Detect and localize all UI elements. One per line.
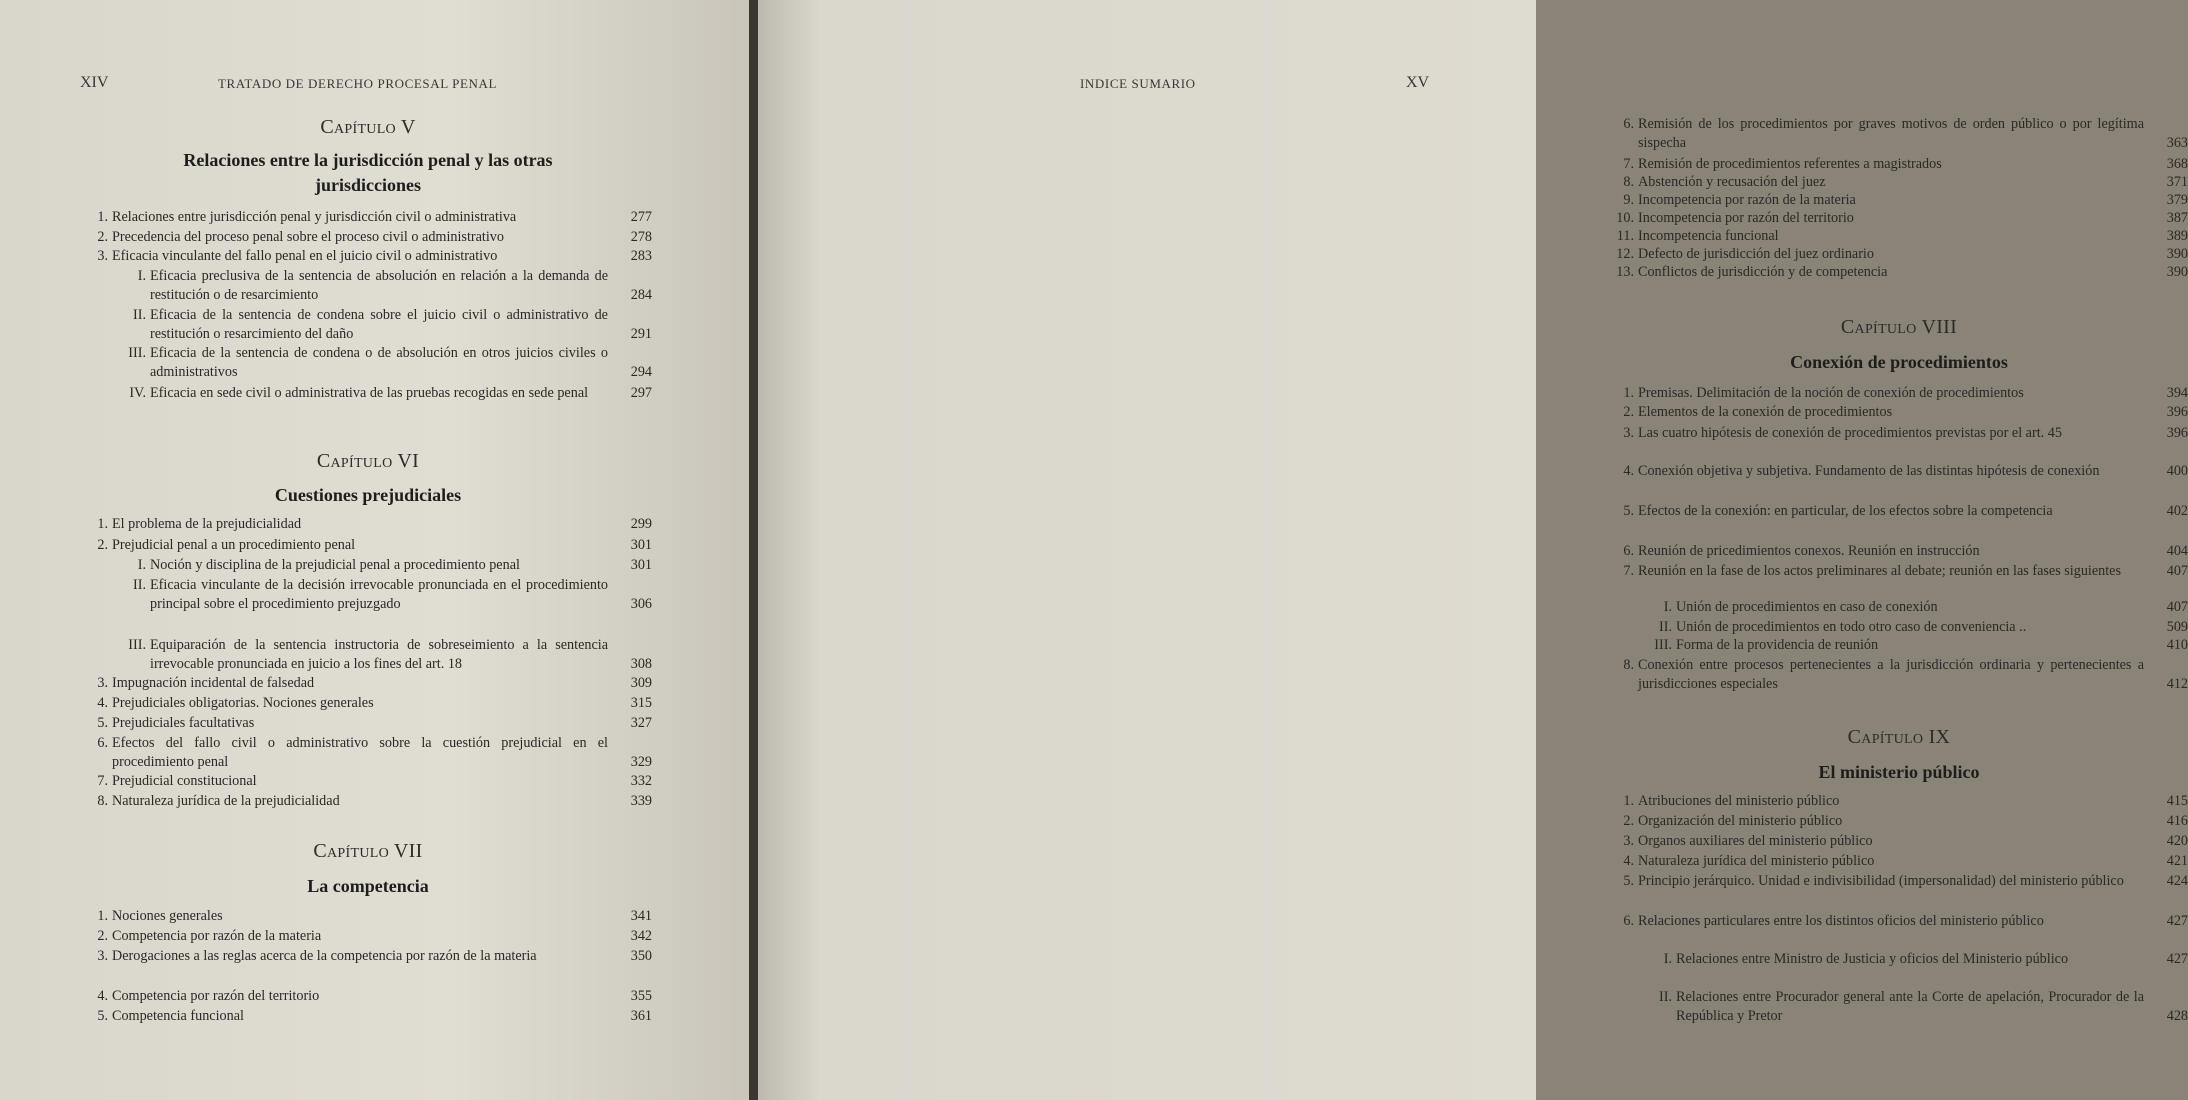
toc-entry xyxy=(1610,950,2188,969)
toc-entry xyxy=(84,556,652,575)
entry-number: 2. xyxy=(1623,404,1634,420)
entry-title: Eficacia vinculante de la decisión irrevocable pronunciada en el procedimiento principal sobre el procedimiento prejuzgado xyxy=(150,577,608,612)
entry-title: Relaciones particulares entre los distintos oficios del ministerio público xyxy=(1638,913,2044,929)
entry-title: Defecto de jurisdicción del juez ordinario xyxy=(1638,246,1874,262)
entry-page: 379 xyxy=(2166,192,2188,208)
entry-page: 350 xyxy=(630,948,652,964)
chapter-label: Capítulo VII xyxy=(313,840,423,862)
entry-page: 308 xyxy=(630,656,652,672)
toc-entry xyxy=(1610,263,2188,282)
toc-entry xyxy=(1610,115,2188,153)
entry-number: II. xyxy=(1659,989,1672,1005)
toc-entry xyxy=(84,987,652,1006)
entry-number: I. xyxy=(1663,951,1672,967)
toc-entry xyxy=(1610,462,2188,481)
entry-page: 421 xyxy=(2166,853,2188,869)
toc-entry xyxy=(1610,542,2188,561)
entry-number: 10. xyxy=(1616,210,1634,226)
entry-page: 396 xyxy=(2166,404,2188,420)
entry-number: 1. xyxy=(97,209,108,225)
entry-page: 299 xyxy=(630,516,652,532)
entry-title: Incompetencia funcional xyxy=(1638,228,1779,244)
entry-number: III. xyxy=(128,637,146,653)
entry-number: I. xyxy=(1663,599,1672,615)
entry-page: 420 xyxy=(2166,833,2188,849)
toc-entry xyxy=(1610,812,2188,831)
entry-number: II. xyxy=(133,307,146,323)
entry-title: Unión de procedimientos en todo otro caso de conveniencia .. xyxy=(1676,619,2027,635)
entry-number: 6. xyxy=(97,735,108,751)
entry-title: Unión de procedimientos en caso de conexión xyxy=(1676,599,1938,615)
entry-title: Eficacia en sede civil o administrativa de las pruebas recogidas en sede penal xyxy=(150,385,589,401)
toc-entry xyxy=(84,927,652,946)
left-page xyxy=(0,0,752,1100)
entry-number: I. xyxy=(137,557,146,573)
entry-number: III. xyxy=(128,345,146,361)
entry-number: 13. xyxy=(1616,264,1634,280)
entry-page: 407 xyxy=(2166,599,2188,615)
entry-page: 284 xyxy=(630,287,652,303)
entry-title: Eficacia preclusiva de la sentencia de absolución en relación a la demanda de restitución o de resarcimiento xyxy=(150,268,608,303)
entry-title: Reunión de pricedimientos conexos. Reunión en instrucción xyxy=(1638,543,1980,559)
toc-entry xyxy=(1610,598,2188,617)
entry-title: Incompetencia por razón del territorio xyxy=(1638,210,1854,226)
entry-page: 361 xyxy=(630,1008,652,1024)
page-number: XV xyxy=(1406,74,1430,91)
chapter-title: La competencia xyxy=(307,876,429,896)
entry-page: 283 xyxy=(630,248,652,264)
entry-number: 9. xyxy=(1623,192,1634,208)
entry-title: Abstención y recusación del juez xyxy=(1638,174,1826,190)
entry-title: Naturaleza jurídica de la prejudicialidad xyxy=(112,793,340,809)
entry-number: 11. xyxy=(1616,228,1634,244)
entry-number: 5. xyxy=(97,715,108,731)
toc-entry xyxy=(1610,636,2188,655)
toc-entry xyxy=(1610,656,2188,694)
entry-number: 2. xyxy=(1623,813,1634,829)
entry-number: 4. xyxy=(97,988,108,1004)
entry-number: 1. xyxy=(1623,793,1634,809)
entry-page: 390 xyxy=(2166,246,2188,262)
entry-title: Elementos de la conexión de procedimientos xyxy=(1638,404,1893,420)
toc-entry xyxy=(1610,227,2188,246)
entry-number: 4. xyxy=(97,695,108,711)
entry-title: Relaciones entre Procurador general ante la Corte de apelación, Procurador de la República y Pretor xyxy=(1676,989,2144,1024)
toc-entry xyxy=(84,267,652,305)
toc-entry xyxy=(1610,245,2188,264)
entry-number: 5. xyxy=(1623,873,1634,889)
entry-page: 407 xyxy=(2166,563,2188,579)
entry-number: 2. xyxy=(97,928,108,944)
entry-title: Competencia por razón del territorio xyxy=(112,988,320,1004)
entry-title: Relaciones entre jurisdicción penal y jurisdicción civil o administrativa xyxy=(112,209,517,225)
chapter-label: Capítulo IX xyxy=(1847,726,1951,748)
toc-entry xyxy=(1610,155,2188,174)
entry-title: Organos auxiliares del ministerio público xyxy=(1638,833,1873,849)
entry-title: Forma de la providencia de reunión xyxy=(1676,637,1879,653)
entry-page: 416 xyxy=(2166,813,2188,829)
entry-title: Competencia funcional xyxy=(112,1008,244,1024)
toc-entry xyxy=(84,576,652,614)
toc-entry xyxy=(1610,191,2188,210)
toc-entry xyxy=(84,734,652,772)
entry-number: 6. xyxy=(1623,913,1634,929)
entry-number: 1. xyxy=(97,908,108,924)
entry-page: 368 xyxy=(2166,156,2188,172)
toc-entry xyxy=(1610,403,2188,422)
entry-number: 12. xyxy=(1616,246,1634,262)
entry-page: 291 xyxy=(630,326,652,342)
entry-page: 306 xyxy=(630,596,652,612)
entry-title: Nociones generales xyxy=(112,908,223,924)
entry-number: 7. xyxy=(97,773,108,789)
toc-entry xyxy=(1610,618,2188,637)
toc-entry xyxy=(84,772,652,791)
toc-entry xyxy=(1610,852,2188,871)
entry-page: 371 xyxy=(2166,174,2188,190)
entry-page: 315 xyxy=(630,695,652,711)
entry-number: 7. xyxy=(1623,156,1634,172)
toc-entry xyxy=(84,674,652,693)
entry-number: 4. xyxy=(1623,853,1634,869)
entry-title: Incompetencia por razón de la materia xyxy=(1638,192,1856,208)
entry-page: 339 xyxy=(630,793,652,809)
entry-title: Competencia por razón de la materia xyxy=(112,928,322,944)
entry-page: 400 xyxy=(2166,463,2188,479)
toc-entry xyxy=(84,792,652,811)
chapter-title: Cuestiones prejudiciales xyxy=(274,485,462,505)
entry-number: III. xyxy=(1654,637,1672,653)
entry-page: 301 xyxy=(630,537,652,553)
chapter-label: Capítulo VIII xyxy=(1840,316,1958,338)
entry-number: 8. xyxy=(97,793,108,809)
entry-page: 301 xyxy=(630,557,652,573)
entry-page: 427 xyxy=(2166,951,2188,967)
toc-entry xyxy=(1610,792,2188,811)
entry-page: 342 xyxy=(630,928,652,944)
entry-title: Prejudiciales obligatorias. Nociones generales xyxy=(112,695,374,711)
toc-entry xyxy=(1610,562,2188,581)
entry-number: 3. xyxy=(97,248,108,264)
entry-page: 394 xyxy=(2166,385,2188,401)
chapter-title: Conexión de procedimientos xyxy=(1790,352,2008,372)
chapter-label: Capítulo VI xyxy=(316,450,420,472)
entry-page: 294 xyxy=(630,364,652,380)
toc-entry xyxy=(84,384,652,403)
running-head: INDICE SUMARIO xyxy=(1080,76,1196,91)
toc-entry xyxy=(1610,502,2188,521)
entry-number: 6. xyxy=(1623,543,1634,559)
entry-page: 332 xyxy=(630,773,652,789)
entry-title: Atribuciones del ministerio público xyxy=(1638,793,1840,809)
toc-entry xyxy=(84,714,652,733)
entry-title: Remisión de los procedimientos por graves motivos de orden público o por legítima sispecha xyxy=(1638,116,2144,151)
entry-number: IV. xyxy=(129,385,146,401)
toc-entry xyxy=(1610,173,2188,192)
entry-title: Prejudicial constitucional xyxy=(112,773,257,789)
entry-title: Eficacia de la sentencia de condena sobre el juicio civil o administrativo de restitución o resarcimiento del daño xyxy=(150,307,608,342)
toc-entry xyxy=(84,228,652,247)
entry-page: 278 xyxy=(630,229,652,245)
entry-page: 424 xyxy=(2166,873,2188,889)
entry-page: 329 xyxy=(630,754,652,770)
entry-title: Impugnación incidental de falsedad xyxy=(112,675,315,691)
entry-page: 402 xyxy=(2166,503,2188,519)
entry-number: 5. xyxy=(97,1008,108,1024)
entry-page: 412 xyxy=(2166,676,2188,692)
toc-entry xyxy=(84,1007,652,1026)
entry-number: 3. xyxy=(97,948,108,964)
running-head: TRATADO DE DERECHO PROCESAL PENAL xyxy=(218,76,498,91)
entry-number: 3. xyxy=(97,675,108,691)
chapter-title: Relaciones entre la jurisdicción penal y las otras jurisdicciones xyxy=(183,150,553,195)
entry-title: Eficacia de la sentencia de condena o de absolución en otros juicios civiles o administrativos xyxy=(150,345,608,380)
entry-title: Derogaciones a las reglas acerca de la competencia por razón de la materia xyxy=(112,948,537,964)
entry-title: Naturaleza jurídica del ministerio público xyxy=(1638,853,1875,869)
entry-title: Relaciones entre Ministro de Justicia y oficios del Ministerio público xyxy=(1676,951,2069,967)
entry-title: Remisión de procedimientos referentes a magistrados xyxy=(1638,156,1942,172)
entry-page: 427 xyxy=(2166,913,2188,929)
toc-entry xyxy=(84,947,652,966)
entry-number: 2. xyxy=(97,229,108,245)
entry-title: Conexión entre procesos pertenecientes a la jurisdicción ordinaria y pertenecientes a jurisdicciones especiales xyxy=(1638,657,2144,692)
entry-number: 3. xyxy=(1623,833,1634,849)
toc-entry xyxy=(84,208,652,227)
entry-page: 410 xyxy=(2166,637,2188,653)
entry-page: 363 xyxy=(2166,135,2188,151)
entry-title: Premisas. Delimitación de la noción de conexión de procedimientos xyxy=(1638,385,2024,401)
entry-title: Precedencia del proceso penal sobre el proceso civil o administrativo xyxy=(112,229,504,245)
entry-page: 327 xyxy=(630,715,652,731)
toc-entry xyxy=(84,636,652,674)
toc-entry xyxy=(1610,832,2188,851)
entry-title: Efectos del fallo civil o administrativo sobre la cuestión prejudicial en el procedimiento penal xyxy=(112,735,608,770)
entry-title: Prejudicial penal a un procedimiento penal xyxy=(112,537,356,553)
toc-entry xyxy=(1610,988,2188,1026)
page-number: XIV xyxy=(80,74,109,91)
entry-number: 1. xyxy=(1623,385,1634,401)
chapter-label: Capítulo V xyxy=(320,116,416,138)
entry-number: 1. xyxy=(97,516,108,532)
entry-number: 8. xyxy=(1623,657,1634,673)
entry-page: 277 xyxy=(630,209,652,225)
entry-title: Prejudiciales facultativas xyxy=(112,715,255,731)
entry-title: Equiparación de la sentencia instructoria de sobreseimiento a la sentencia irrevocable pronunciada en juicio a los fines del art. 18 xyxy=(150,637,608,672)
entry-title: Principio jerárquico. Unidad e indivisibilidad (impersonalidad) del ministerio público xyxy=(1638,873,2124,889)
entry-number: 3. xyxy=(1623,425,1634,441)
entry-page: 389 xyxy=(2166,228,2188,244)
entry-title: Efectos de la conexión: en particular, de los efectos sobre la competencia xyxy=(1638,503,2053,519)
entry-page: 428 xyxy=(2166,1008,2188,1024)
toc-entry xyxy=(84,907,652,926)
entry-title: Organización del ministerio público xyxy=(1638,813,1843,829)
entry-number: 6. xyxy=(1623,116,1634,132)
entry-page: 415 xyxy=(2166,793,2188,809)
entry-title: Eficacia vinculante del fallo penal en el juicio civil o administrativo xyxy=(112,248,498,264)
entry-page: 509 xyxy=(2166,619,2188,635)
entry-title: Conexión objetiva y subjetiva. Fundamento de las distintas hipótesis de conexión xyxy=(1638,463,2100,479)
entry-page: 297 xyxy=(630,385,652,401)
entry-page: 355 xyxy=(630,988,652,1004)
entry-page: 390 xyxy=(2166,264,2188,280)
entry-title: El problema de la prejudicialidad xyxy=(112,516,302,532)
entry-number: 8. xyxy=(1623,174,1634,190)
toc-entry xyxy=(84,344,652,382)
entry-title: Las cuatro hipótesis de conexión de procedimientos previstas por el art. 45 xyxy=(1638,425,2062,441)
entry-page: 404 xyxy=(2166,543,2188,559)
chapter-title: El ministerio público xyxy=(1818,762,1980,782)
entry-page: 309 xyxy=(630,675,652,691)
entry-number: II. xyxy=(1659,619,1672,635)
toc-entry xyxy=(1610,209,2188,228)
entry-title: Reunión en la fase de los actos preliminares al debate; reunión en las fases siguientes xyxy=(1638,563,2122,579)
toc-entry xyxy=(1610,384,2188,403)
entry-number: I. xyxy=(137,268,146,284)
entry-number: 4. xyxy=(1623,463,1634,479)
entry-page: 341 xyxy=(630,908,652,924)
entry-title: Noción y disciplina de la prejudicial penal a procedimiento penal xyxy=(150,557,520,573)
entry-page: 396 xyxy=(2166,425,2188,441)
right-page xyxy=(758,0,2188,1100)
toc-entry xyxy=(1610,424,2188,443)
entry-page: 387 xyxy=(2166,210,2188,226)
entry-number: II. xyxy=(133,577,146,593)
entry-number: 5. xyxy=(1623,503,1634,519)
toc-entry xyxy=(1610,872,2188,891)
entry-number: 7. xyxy=(1623,563,1634,579)
toc-entry xyxy=(84,536,652,555)
toc-entry xyxy=(1610,912,2188,931)
toc-entry xyxy=(84,306,652,344)
entry-number: 2. xyxy=(97,537,108,553)
toc-entry xyxy=(84,247,652,266)
toc-entry xyxy=(84,694,652,713)
toc-entry xyxy=(84,515,652,534)
entry-title: Conflictos de jurisdicción y de competencia xyxy=(1638,264,1888,280)
